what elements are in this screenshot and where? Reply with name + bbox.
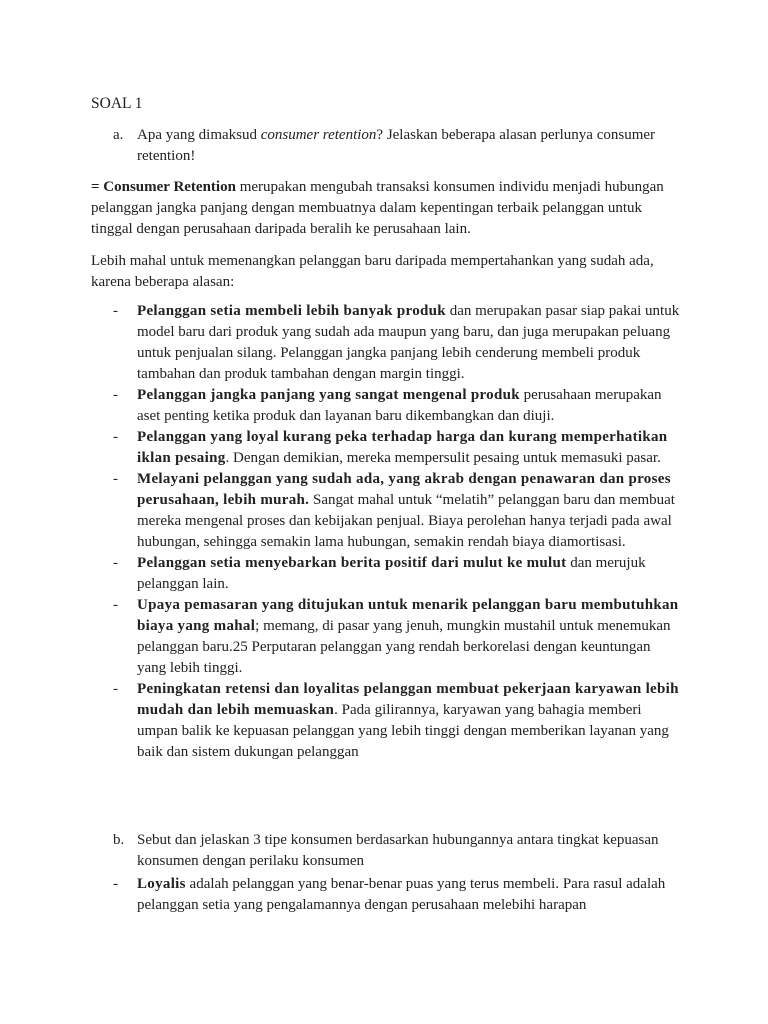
reason-bold: Pelanggan jangka panjang yang sangat mengenal produk (137, 387, 520, 403)
bullet-dash: - (113, 471, 118, 487)
definition-paragraph (91, 177, 681, 240)
list-item (113, 874, 683, 916)
reason-bold: Upaya pemasaran yang ditujukan untuk menarik pelanggan baru membutuhkan biaya yang mahal (137, 597, 679, 634)
reasons-list (113, 301, 683, 763)
bullet-dash: - (113, 429, 118, 445)
type-text: adalah pelanggan yang benar-benar puas yang terus membeli. Para rasul adalah pelanggan setia yang pengalamannya dengan perusahaan melebihi harapan (137, 876, 666, 913)
question-a-italic-term: consumer retention (260, 127, 377, 143)
list-item (113, 469, 683, 553)
list-item (113, 301, 683, 385)
list-item (113, 385, 683, 427)
question-b-text: Sebut dan jelaskan 3 tipe konsumen berdasarkan hubungannya antara tingkat kepuasan konsumen dengan perilaku konsumen (137, 832, 659, 869)
reason-text: ; memang, di pasar yang jenuh, mungkin mustahil untuk menemukan pelanggan baru.25 Perputaran pelanggan yang rendah berkorelasi dengan keuntungan yang lebih tinggi. (137, 618, 671, 676)
question-b (113, 830, 673, 872)
intro-paragraph: Lebih mahal untuk memenangkan pelanggan baru daripada mempertahankan yang sudah ada, karena beberapa alasan: (91, 253, 654, 290)
section-heading: SOAL 1 (91, 95, 143, 112)
list-item (113, 553, 683, 595)
reason-bold: Pelanggan setia menyebarkan berita positif dari mulut ke mulut (137, 555, 567, 571)
bullet-dash: - (113, 303, 118, 319)
question-a-text-start: Apa yang dimaksud (137, 127, 261, 143)
question-a (113, 125, 673, 167)
reason-text: dan merupakan pasar siap pakai untuk model baru dari produk yang sudah ada maupun yang baru, dan juga merupakan peluang untuk penjualan silang. Pelanggan jangka panjang lebih cenderung membeli produk tambahan dan produk tambahan dengan margin tinggi. (137, 303, 680, 382)
bullet-dash: - (113, 876, 118, 892)
bullet-dash: - (113, 555, 118, 571)
reason-bold: Melayani pelanggan yang sudah ada, yang akrab dengan penawaran dan proses perusahaan, lebih murah. (137, 471, 671, 508)
bullet-dash: - (113, 387, 118, 403)
bullet-dash: - (113, 597, 118, 613)
reason-text: dan merujuk pelanggan lain. (137, 555, 646, 592)
question-b-marker: b. (113, 832, 125, 848)
reason-text: . Pada gilirannya, karyawan yang bahagia memberi umpan balik ke kepuasan pelanggan yang lebih tinggi dengan memberikan layanan yang baik dan sistem dukungan pelanggan (137, 702, 669, 760)
list-item (113, 595, 683, 679)
list-item (113, 427, 683, 469)
reason-text: Sangat mahal untuk “melatih” pelanggan baru dan membuat mereka mengenal proses dan kebijakan penjual. Biaya perolehan hanya terjadi pada awal hubungan, sehingga semakin lama hubungan, semakin rendah biaya diamortisasi. (137, 492, 675, 550)
reason-text: perusahaan merupakan aset penting ketika produk dan layanan baru dikembangkan dan diuji. (137, 387, 662, 424)
reason-text: . Dengan demikian, mereka mempersulit pesaing untuk memasuki pasar. (225, 450, 661, 466)
list-item (113, 679, 683, 763)
definition-text: merupakan mengubah transaksi konsumen individu menjadi hubungan pelanggan jangka panjang dengan membuatnya dalam kepentingan terbaik pelanggan untuk tinggal dengan perusahaan daripada beralih ke perusahaan lain. (91, 179, 664, 237)
reason-bold: Pelanggan yang loyal kurang peka terhadap harga dan kurang memperhatikan iklan pesaing (137, 429, 668, 466)
type-bold: Loyalis (137, 876, 186, 892)
reason-bold: Peningkatan retensi dan loyalitas pelanggan membuat pekerjaan karyawan lebih mudah dan lebih memuaskan (137, 681, 679, 718)
bullet-dash: - (113, 681, 118, 697)
definition-term: = Consumer Retention (91, 179, 236, 195)
question-a-text-end: ? Jelaskan beberapa alasan perlunya consumer retention! (137, 127, 656, 164)
reason-bold: Pelanggan setia membeli lebih banyak produk (137, 303, 446, 319)
question-a-marker: a. (113, 127, 124, 143)
question-a-text (137, 125, 673, 167)
types-list (113, 874, 683, 916)
